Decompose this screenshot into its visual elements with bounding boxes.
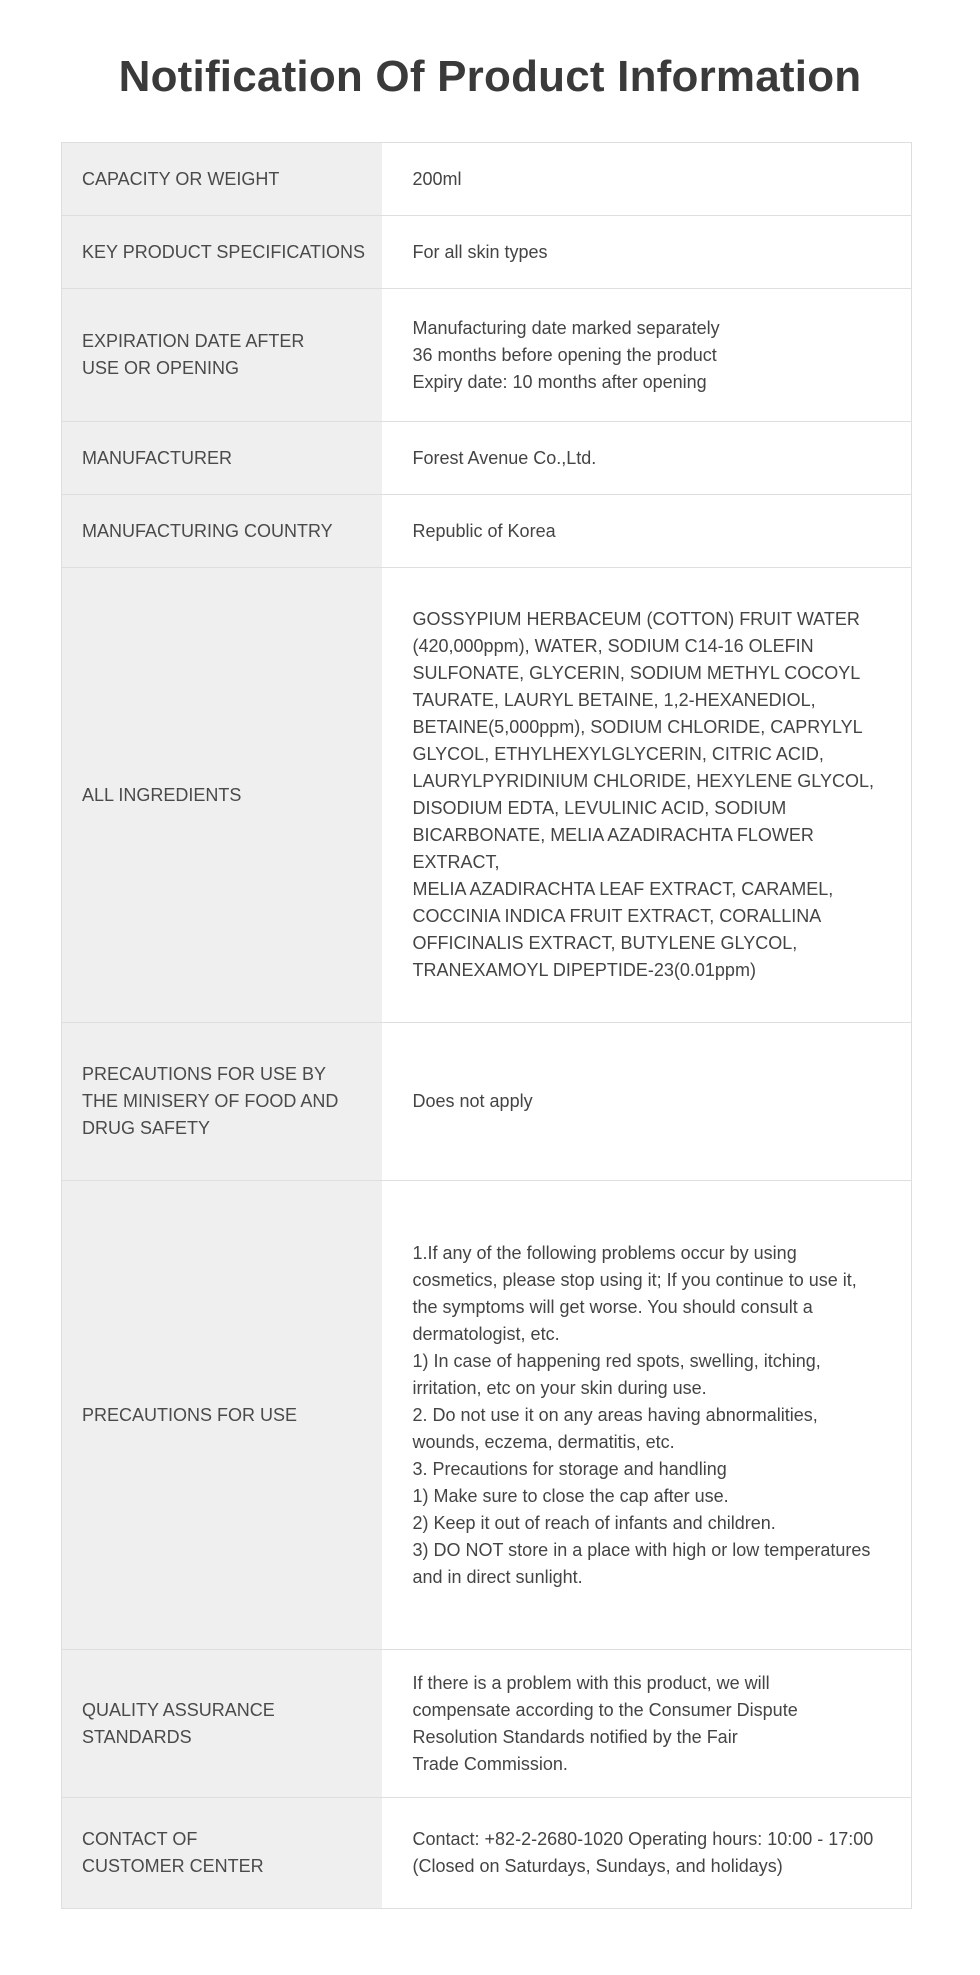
row-label: MANUFACTURER — [62, 422, 382, 495]
table-row — [62, 1181, 912, 1650]
table-row — [62, 1023, 912, 1181]
table-row — [62, 1650, 912, 1798]
row-label: PRECAUTIONS FOR USE BY THE MINISERY OF FOOD AND DRUG SAFETY — [62, 1023, 382, 1181]
row-value: If there is a problem with this product, we will compensate according to the Consumer Dispute Resolution Standards notified by the Fair Trade Commission. — [382, 1650, 912, 1798]
row-value: Does not apply — [382, 1023, 912, 1181]
row-label: EXPIRATION DATE AFTER USE OR OPENING — [62, 289, 382, 422]
row-value: Contact: +82-2-2680-1020 Operating hours: 10:00 - 17:00 (Closed on Saturdays, Sundays, and holidays) — [382, 1798, 912, 1909]
row-value: Republic of Korea — [382, 495, 912, 568]
row-label: PRECAUTIONS FOR USE — [62, 1181, 382, 1650]
table-row — [62, 1798, 912, 1909]
table-row — [62, 495, 912, 568]
page-title: Notification Of Product Information — [118, 52, 862, 101]
table-row — [62, 422, 912, 495]
product-info-table — [61, 142, 912, 1909]
row-value: GOSSYPIUM HERBACEUM (COTTON) FRUIT WATER (420,000ppm), WATER, SODIUM C14-16 OLEFIN SULFONATE, GLYCERIN, SODIUM METHYL COCOYL TAURATE, LAURYL BETAINE, 1,2-HEXANEDIOL, BETAINE(5,000ppm), SODIUM CHLORIDE, CAPRYLYL GLYCOL, ETHYLHEXYLGLYCERIN, CITRIC ACID, LAURYLPYRIDINIUM CHLORIDE, HEXYLENE GLYCOL, DISODIUM EDTA, LEVULINIC ACID, SODIUM BICARBONATE, MELIA AZADIRACHTA FLOWER EXTRACT, MELIA AZADIRACHTA LEAF EXTRACT, CARAMEL, COCCINIA INDICA FRUIT EXTRACT, CORALLINA OFFICINALIS EXTRACT, BUTYLENE GLYCOL, TRANEXAMOYL DIPEPTIDE-23(0.01ppm) — [382, 568, 912, 1023]
row-label: MANUFACTURING COUNTRY — [62, 495, 382, 568]
row-label: QUALITY ASSURANCE STANDARDS — [62, 1650, 382, 1798]
table-row — [62, 289, 912, 422]
row-value: Forest Avenue Co.,Ltd. — [382, 422, 912, 495]
row-label: CONTACT OF CUSTOMER CENTER — [62, 1798, 382, 1909]
table-row — [62, 216, 912, 289]
row-label: KEY PRODUCT SPECIFICATIONS — [62, 216, 382, 289]
row-label: CAPACITY OR WEIGHT — [62, 143, 382, 216]
row-label: ALL INGREDIENTS — [62, 568, 382, 1023]
row-value: For all skin types — [382, 216, 912, 289]
row-value: 1.If any of the following problems occur by using cosmetics, please stop using it; If you continue to use it, the symptoms will get worse. You should consult a dermatologist, etc. 1) In case of happening red spots, swelling, itching, irritation, etc on your skin during use. 2. Do not use it on any areas having abnormalities, wounds, eczema, dermatitis, etc. 3. Precautions for storage and handling 1) Make sure to close the cap after use. 2) Keep it out of reach of infants and children. 3) DO NOT store in a place with high or low temperatures and in direct sunlight. — [382, 1181, 912, 1650]
row-value: Manufacturing date marked separately 36 months before opening the product Expiry date: 10 months after opening — [382, 289, 912, 422]
table-row — [62, 143, 912, 216]
row-value: 200ml — [382, 143, 912, 216]
table-row — [62, 568, 912, 1023]
